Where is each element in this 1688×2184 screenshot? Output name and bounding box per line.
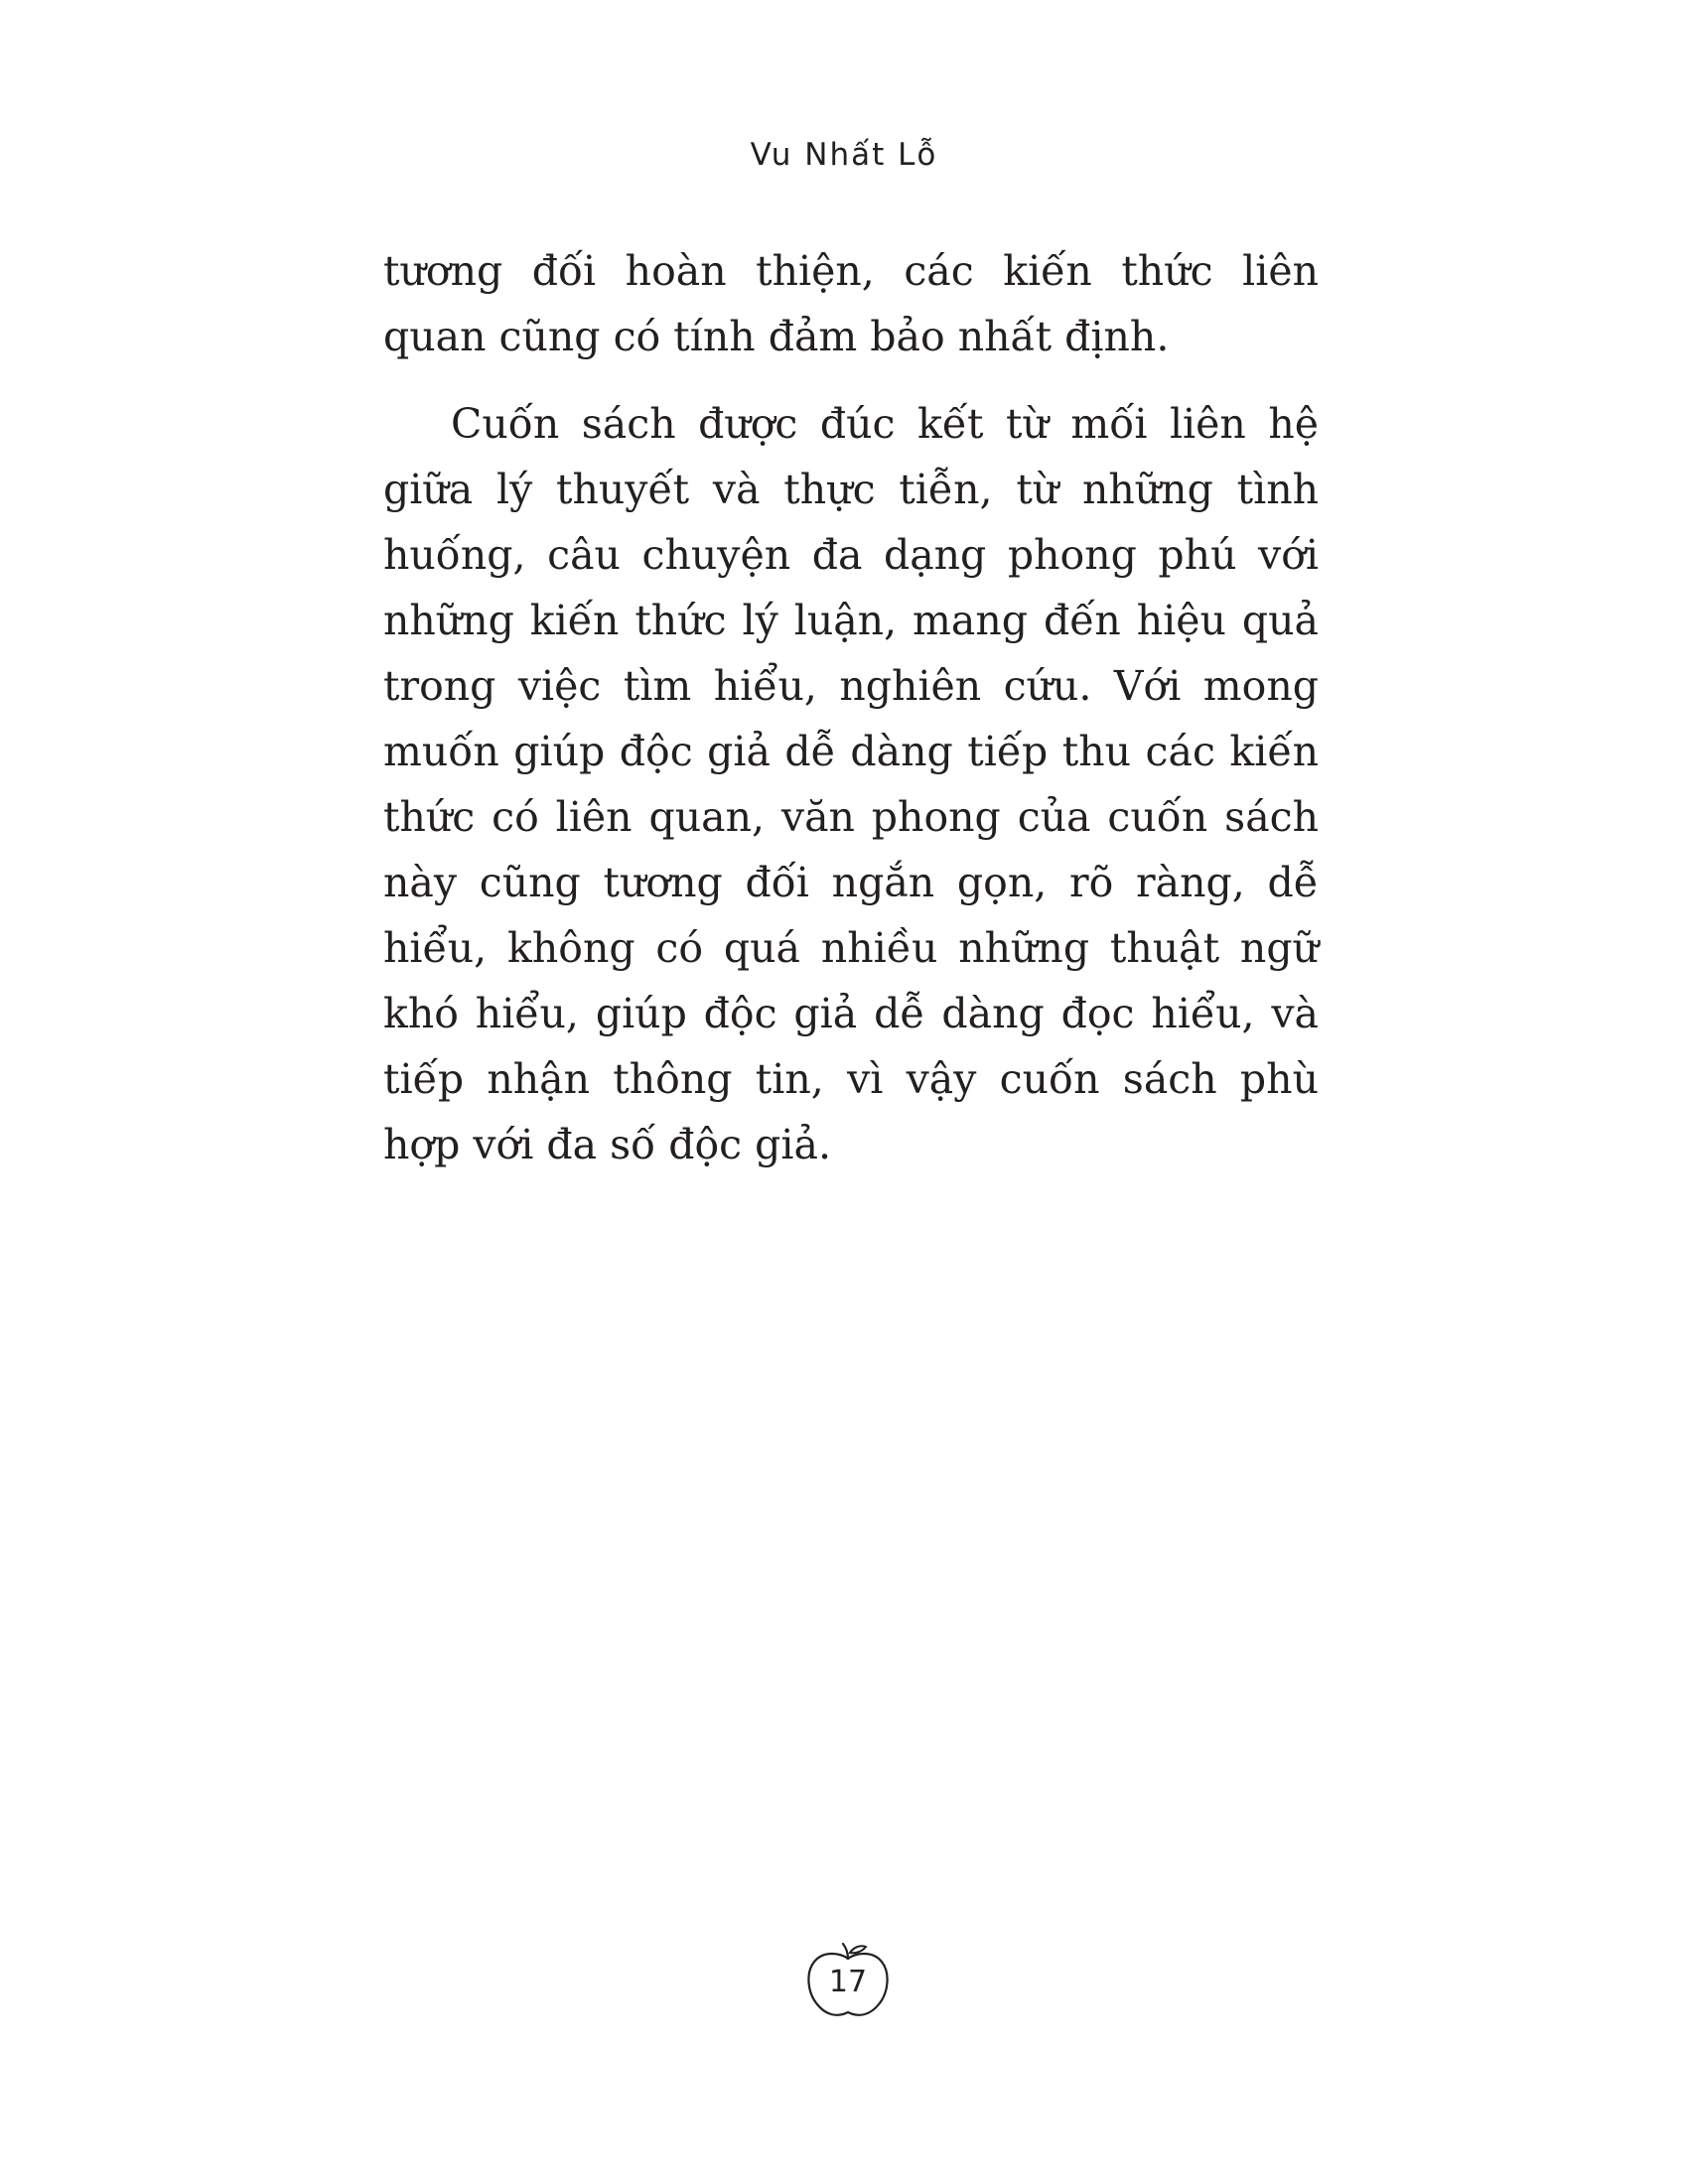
running-header: Vu Nhất Lỗ <box>750 137 938 173</box>
paragraph: Cuốn sách được đúc kết từ mối liên hệ giữa lý thuyết và thực tiễn, từ những tình huống, câu chuyện đa dạng phong phú với những kiến thức lý luận, mang đến hiệu quả trong việc tìm hiểu, nghiên cứu. Với mong muốn giúp độc giả dễ dàng tiếp thu các kiến thức có liên quan, văn phong của cuốn sách này cũng tương đối ngắn gọn, rõ ràng, dễ hiểu, không có quá nhiều những thuật ngữ khó hiểu, giúp độc giả dễ dàng đọc hiểu, và tiếp nhận thông tin, vì vậy cuốn sách phù hợp với đa số độc giả. <box>383 400 1319 1168</box>
paragraph-continued: tương đối hoàn thiện, các kiến thức liên quan cũng có tính đảm bảo nhất định. <box>383 247 1319 360</box>
body-text <box>383 238 1319 1177</box>
page-number: 17 <box>828 1965 868 1999</box>
page-number-badge <box>800 1941 896 2022</box>
